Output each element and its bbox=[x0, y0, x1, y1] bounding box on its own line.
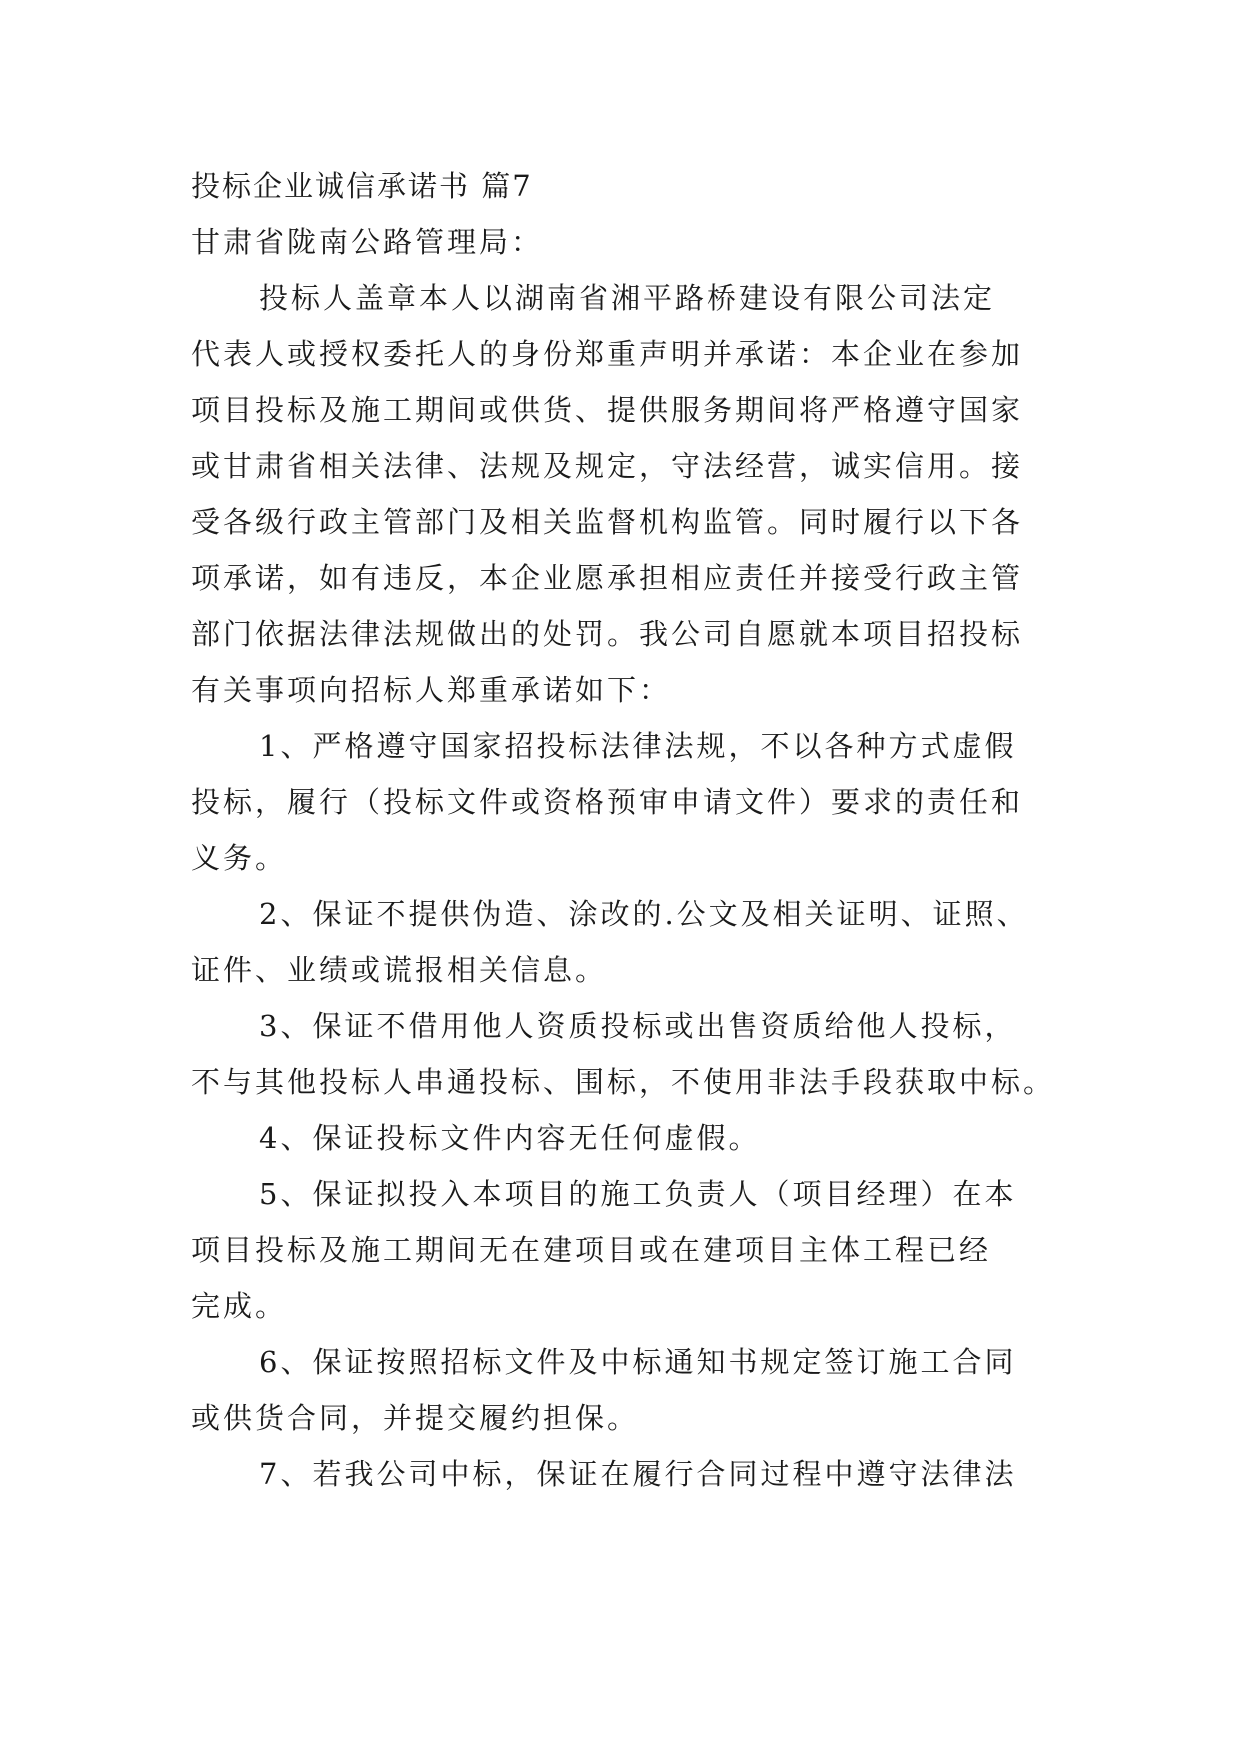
text-line: 项目投标及施工期间无在建项目或在建项目主体工程已经 bbox=[191, 1233, 992, 1267]
text-line: 6、保证按照招标文件及中标通知书规定签订施工合同 bbox=[259, 1345, 1017, 1379]
document-title: 投标企业诚信承诺书 篇7 bbox=[191, 169, 533, 203]
text-line: 投标，履行（投标文件或资格预审申请文件）要求的责任和 bbox=[191, 785, 1024, 819]
text-line: 1、严格遵守国家招投标法律法规，不以各种方式虚假 bbox=[259, 729, 1017, 763]
text-line: 或供货合同，并提交履约担保。 bbox=[191, 1401, 640, 1435]
text-line: 4、保证投标文件内容无任何虚假。 bbox=[259, 1121, 761, 1155]
text-line: 7、若我公司中标，保证在履行合同过程中遵守法律法 bbox=[259, 1457, 1017, 1491]
document-body bbox=[191, 270, 1056, 1502]
text-line: 有关事项向招标人郑重承诺如下： bbox=[191, 673, 672, 707]
text-line: 项目投标及施工期间或供货、提供服务期间将严格遵守国家 bbox=[191, 393, 1024, 427]
addressee: 甘肃省陇南公路管理局： bbox=[191, 225, 544, 259]
text-line: 投标人盖章本人以湖南省湘平路桥建设有限公司法定 bbox=[259, 281, 996, 315]
text-line: 或甘肃省相关法律、法规及规定，守法经营，诚实信用。接 bbox=[191, 449, 1024, 483]
document-page bbox=[191, 158, 1056, 1502]
text-line: 部门依据法律法规做出的处罚。我公司自愿就本项目招投标 bbox=[191, 617, 1024, 651]
text-line: 项承诺，如有违反，本企业愿承担相应责任并接受行政主管 bbox=[191, 561, 1024, 595]
text-line: 证件、业绩或谎报相关信息。 bbox=[191, 953, 608, 987]
text-line: 3、保证不借用他人资质投标或出售资质给他人投标， bbox=[259, 1009, 1017, 1043]
text-line: 5、保证拟投入本项目的施工负责人（项目经理）在本 bbox=[259, 1177, 1017, 1211]
text-line: 义务。 bbox=[191, 841, 288, 875]
text-line: 2、保证不提供伪造、涂改的.公文及相关证明、证照、 bbox=[259, 897, 1029, 931]
text-line: 代表人或授权委托人的身份郑重声明并承诺：本企业在参加 bbox=[191, 337, 1024, 371]
text-line: 完成。 bbox=[191, 1289, 288, 1323]
text-line: 不与其他投标人串通投标、围标，不使用非法手段获取中标。 bbox=[191, 1065, 1056, 1099]
text-line: 受各级行政主管部门及相关监督机构监管。同时履行以下各 bbox=[191, 505, 1024, 539]
